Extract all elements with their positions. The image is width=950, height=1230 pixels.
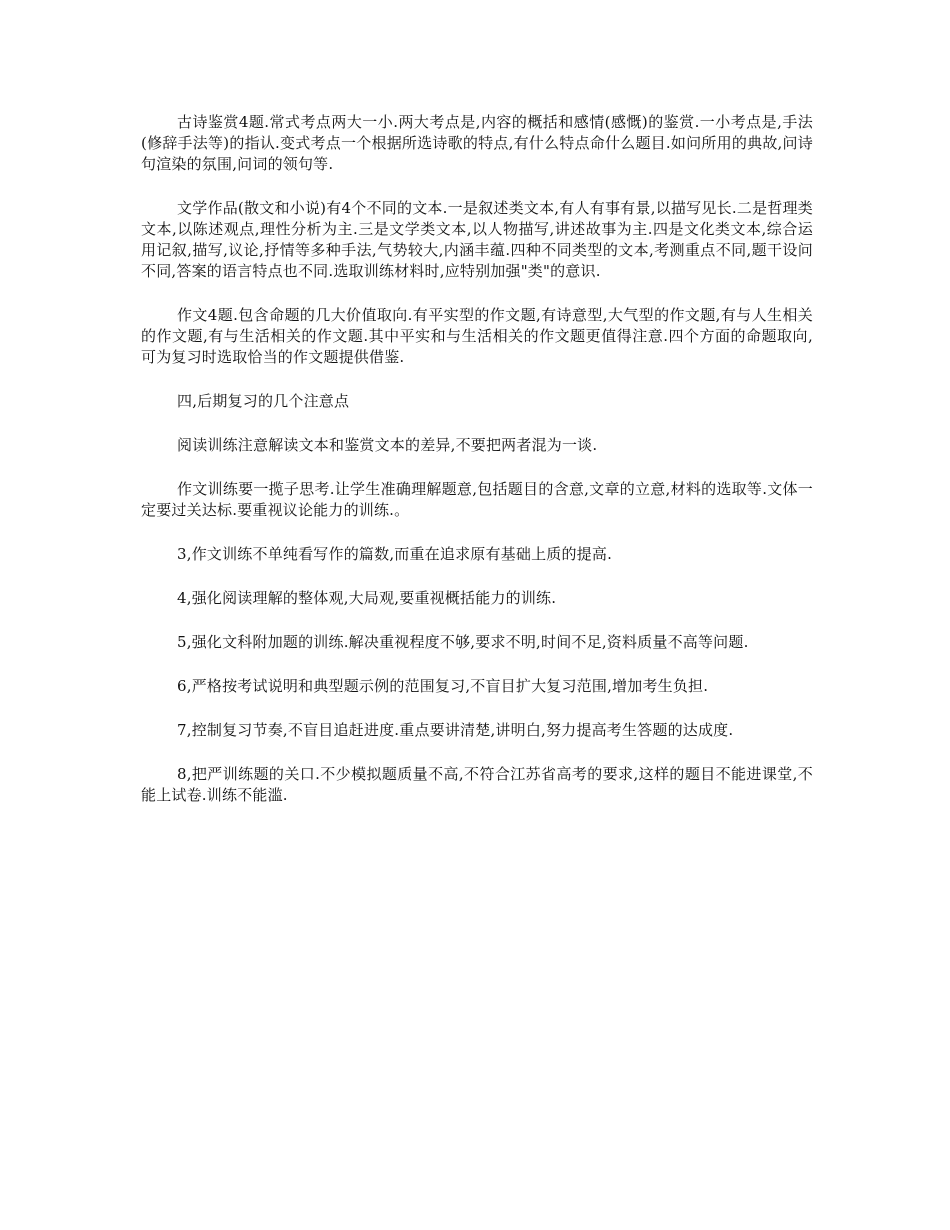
paragraph-composition: 作文4题.包含命题的几大价值取向.有平实型的作文题,有诗意型,大气型的作文题,有与人生相关的作文题,有与生活相关的作文题.其中平实和与生活相关的作文题更值得注意.四个方面的命题取向,可为复习时选取恰当的作文题提供借鉴. [141,306,813,366]
document-body [141,112,813,829]
list-item-8: 8,把严训练题的关口.不少模拟题质量不高,不符合江苏省高考的要求,这样的题目不能进课堂,不能上试卷.训练不能滥. [141,765,813,804]
list-item-7: 7,控制复习节奏,不盲目追赶进度.重点要讲清楚,讲明白,努力提高考生答题的达成度. [177,721,734,739]
list-item-4: 4,强化阅读理解的整体观,大局观,要重视概括能力的训练. [177,589,557,607]
list-item-5: 5,强化文科附加题的训练.解决重视程度不够,要求不明,时间不足,资料质量不高等问题. [177,633,749,651]
section-heading-review-notes: 四,后期复习的几个注意点 [177,392,350,410]
paragraph-poetry-appreciation: 古诗鉴赏4题.常式考点两大一小.两大考点是,内容的概括和感情(感慨)的鉴赏.一小考点是,手法(修辞手法等)的指认.变式考点一个根据所选诗歌的特点,有什么特点命什么题目.如问所用的典故,问诗句渲染的氛围,问词的领句等. [141,113,813,173]
list-item-3: 3,作文训练不单纯看写作的篇数,而重在追求原有基础上质的提高. [177,545,613,563]
list-item-6: 6,严格按考试说明和典型题示例的范围复习,不盲目扩大复习范围,增加考生负担. [177,677,709,695]
paragraph-writing-training: 作文训练要一揽子思考.让学生准确理解题意,包括题目的含意,文章的立意,材料的选取等.文体一定要过关达标.要重视议论能力的训练.。 [141,480,813,519]
paragraph-literary-works: 文学作品(散文和小说)有4个不同的文本.一是叙述类文本,有人有事有景,以描写见长.二是哲理类文本,以陈述观点,理性分析为主.三是文学类文本,以人物描写,讲述故事为主.四是文化类文本,综合运用记叙,描写,议论,抒情等多种手法,气势较大,内涵丰蕴.四种不同类型的文本,考测重点不同,题干设问不同,答案的语言特点也不同.选取训练材料时,应特别加强"类"的意识. [141,199,813,280]
paragraph-reading-training: 阅读训练注意解读文本和鉴赏文本的差异,不要把两者混为一谈. [177,436,598,454]
